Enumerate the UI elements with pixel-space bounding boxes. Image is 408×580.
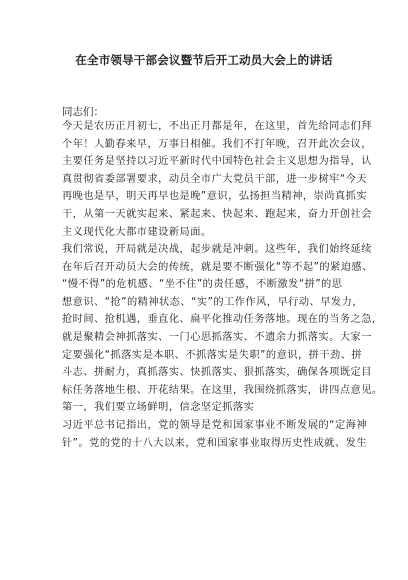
text-line: 今天是农历正月初七，不出正月都是年，在这里，首先给同志们拜 <box>62 121 372 132</box>
text-line: “慢不得”的危机感、“坐不住”的责任感，不断激发“拼”的思 <box>62 279 343 291</box>
salutation: 同志们： <box>62 106 104 118</box>
text-line: 斗志、拼耐力，真抓落实、快抓落实、狠抓落实，确保各项既定目 <box>62 367 372 379</box>
text-line: 想意识、“抢”的精神状态、“实”的工作作风，早行动、早发力， <box>62 296 363 308</box>
text-line: 定要强化“抓落实是本职、不抓落实是失职”的意识，拼干劲、拼 <box>62 349 363 361</box>
text-line: 真贯彻省委部署要求，动员全市广大党员干部，进一步树牢“今天 <box>62 173 368 185</box>
text-line: 针”。党的党的十八大以来，党和国家事业取得历史性成就、发生 <box>62 437 368 449</box>
text-line: 就是聚精会神抓落实、一门心思抓落实、不遗余力抓落实。大家一 <box>62 331 372 343</box>
text-line: 习近平总书记指出，党的领导是党和国家事业不断发展的“定海神 <box>62 420 368 431</box>
text-line: 主义现代化大都市建设新局面。 <box>62 226 212 238</box>
text-line: 主要任务是坚持以习近平新时代中国特色社会主义思想为指导，认 <box>62 156 372 168</box>
document-title: 在全市领导干部会议暨节后开工动员大会上的讲话 <box>75 53 333 67</box>
text-line: 标任务落地生根、开花结果。在这里，我围绕抓落实，讲四点意见。 <box>62 384 383 396</box>
section-heading-text: 第一，我们要立场鲜明，信念坚定抓落实 <box>62 402 255 413</box>
text-line: 再晚也是早，明天再早也是晚”意识，弘扬担当精神，崇尚真抓实 <box>62 191 368 203</box>
text-line: 我们常说，开局就是决战，起步就是冲刺。这些年，我们始终延续 <box>62 244 372 255</box>
text-line: 在年后召开动员大会的传统，就是要不断强化“等不起”的紧迫感、 <box>62 261 373 273</box>
text-line: 个年！人勤春来早，万事日相催。我们不打年晚，召开此次会议， <box>62 138 372 150</box>
section-heading <box>62 399 348 417</box>
text-line: 抢时间、抢机遇，垂直化、扁平化推动任务落地。现在的当务之急， <box>62 314 383 326</box>
text-line: 干，从第一天就实起来、紧起来、快起来、跑起来，奋力开创社会 <box>62 208 372 220</box>
paragraph-2 <box>62 241 383 399</box>
paragraph-3 <box>62 417 368 452</box>
paragraph-1 <box>62 118 372 241</box>
